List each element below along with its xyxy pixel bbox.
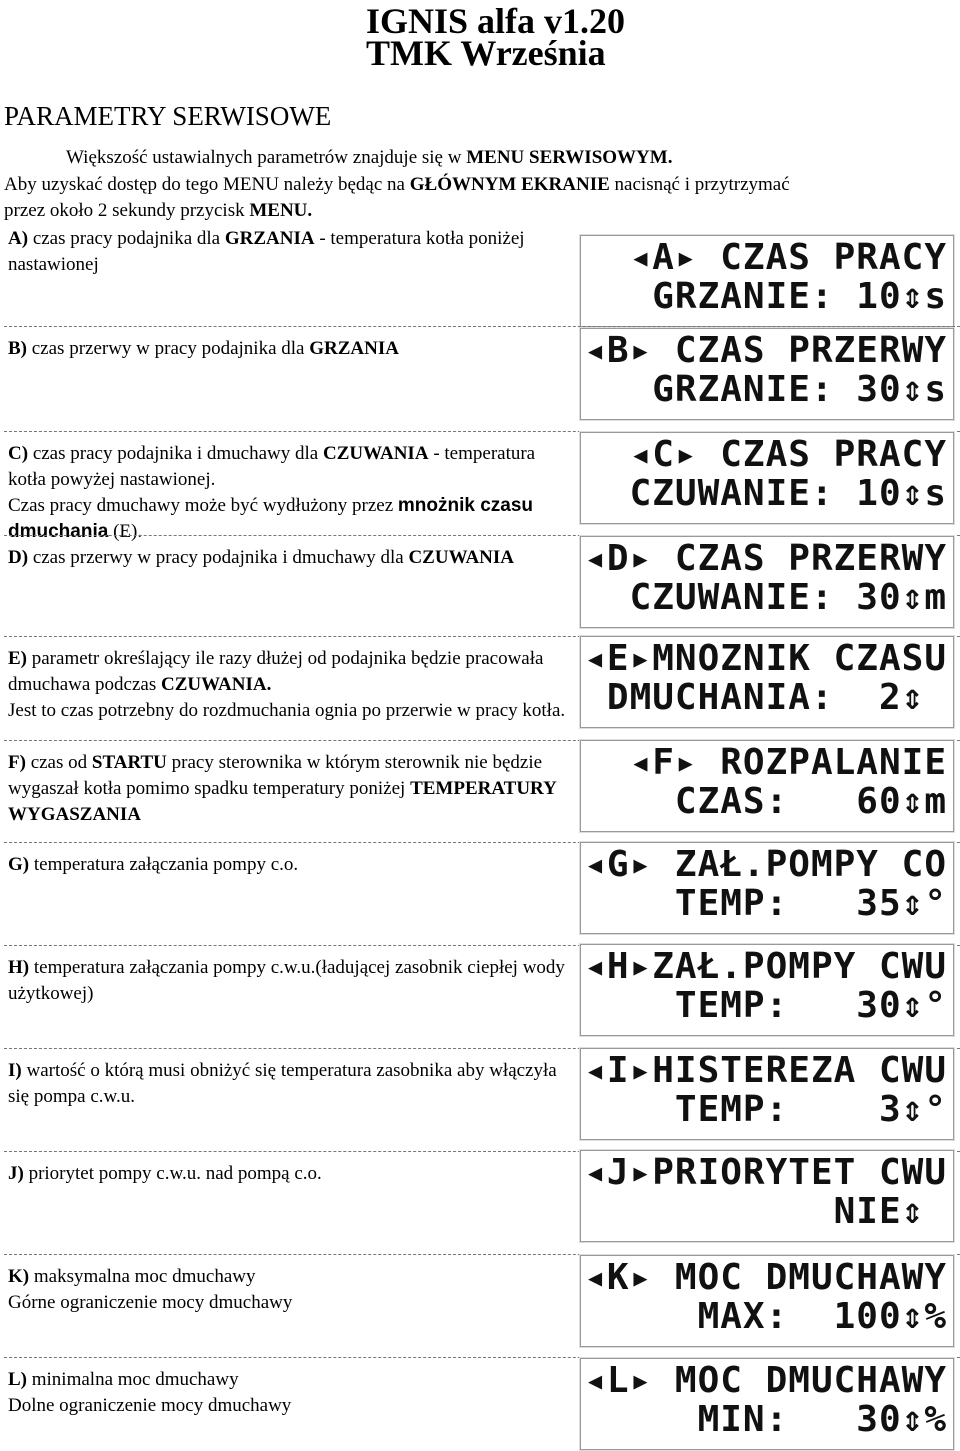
description-text: maksymalna moc dmuchawy [29, 1266, 256, 1287]
lcd-line-2: GRZANIE: 30⇕s [652, 369, 947, 410]
intro-line-2 [4, 173, 790, 197]
description-text: priorytet pompy c.w.u. nad pompą c.o. [23, 1163, 322, 1184]
intro-emphasis: MENU SERWISOWYM. [466, 147, 673, 168]
lcd-line-1: ◂B▸ CZAS PRZERWY [584, 330, 947, 371]
description-text: czas od [25, 752, 92, 773]
lcd-display-h [580, 944, 954, 1036]
lcd-line-1: ◂H▸ZAŁ.POMPY CWU [584, 946, 947, 987]
description-text: A) [8, 228, 29, 249]
description-text: D) [8, 547, 29, 568]
lcd-line-1: ◂D▸ CZAS PRZERWY [584, 538, 947, 579]
description-text: C) [8, 443, 29, 464]
description-text: I) [8, 1060, 22, 1081]
description-text: CZUWANIA [322, 443, 429, 464]
lcd-line-1: ◂K▸ MOC DMUCHAWY [584, 1257, 947, 1298]
lcd-display-l [580, 1358, 954, 1450]
description-text: J) [8, 1163, 24, 1184]
parameter-description [8, 1161, 568, 1187]
row-divider [4, 326, 960, 327]
description-text: GRZANIA [224, 228, 315, 249]
lcd-display-d [580, 536, 954, 628]
lcd-display-i [580, 1048, 954, 1140]
lcd-line-2: TEMP: 3⇕° [674, 1089, 947, 1130]
section-heading: PARAMETRY SERWISOWE [4, 101, 332, 131]
description-text: pracy sterownika w którym sterownik nie będzie wygaszał kotła pomimo spadku temperatury poniżej [8, 752, 543, 799]
parameter-description [8, 852, 568, 878]
document-subtitle: TMK Września [366, 33, 606, 73]
intro-line-3 [4, 199, 312, 223]
description-text: czas pracy podajnika i dmuchawy dla [28, 443, 323, 464]
description-text: B) [8, 338, 27, 359]
description-text: minimalna moc dmuchawy [27, 1369, 239, 1390]
lcd-line-1: ◂L▸ MOC DMUCHAWY [584, 1360, 947, 1401]
description-text: Czas pracy dmuchawy może być wydłużony przez [8, 495, 398, 516]
intro-line-1 [66, 146, 672, 170]
document-title: IGNIS alfa v1.20 [366, 1, 626, 41]
description-text: czas przerwy w pracy podajnika dla [27, 338, 310, 359]
lcd-line-2: TEMP: 35⇕° [674, 883, 947, 924]
description-text: - temperatura kotła powyżej nastawionej. [8, 443, 536, 490]
description-text: CZUWANIA [408, 547, 515, 568]
parameter-description [8, 441, 568, 545]
parameter-description [8, 1367, 568, 1419]
lcd-line-2: MIN: 30⇕% [697, 1399, 947, 1440]
lcd-line-2: DMUCHANIA: 2⇕ [606, 677, 947, 718]
parameter-description [8, 1058, 568, 1110]
lcd-line-2: GRZANIE: 10⇕s [652, 276, 947, 317]
description-text: L) [8, 1369, 27, 1390]
lcd-line-1: ◂F▸ ROZPALANIE [629, 742, 947, 783]
lcd-line-2: MAX: 100⇕% [697, 1296, 947, 1337]
description-text: Jest to czas potrzebny do rozdmuchania ognia po przerwie w pracy kotła. [8, 700, 566, 721]
description-text: F) [8, 752, 26, 773]
lcd-line-1: ◂I▸HISTEREZA CWU [584, 1050, 947, 1091]
lcd-display-g [580, 842, 954, 934]
parameter-description [8, 545, 568, 571]
description-text: temperatura załączania pompy c.w.u.(ładującej zasobnik ciepłej wody użytkowej) [8, 957, 565, 1004]
lcd-line-1: ◂E▸MNOZNIK CZASU [584, 638, 947, 679]
lcd-line-1: ◂C▸ CZAS PRACY [629, 434, 947, 475]
description-text: - temperatura kotła poniżej nastawionej [8, 228, 525, 275]
description-text: (E). [108, 521, 143, 542]
lcd-display-j [580, 1150, 954, 1242]
lcd-line-1: ◂G▸ ZAŁ.POMPY CO [584, 844, 947, 885]
lcd-display-c [580, 432, 954, 524]
description-text: E) [8, 648, 27, 669]
description-text: Górne ograniczenie mocy dmuchawy [8, 1292, 293, 1313]
description-text: K) [8, 1266, 30, 1287]
description-text: CZUWANIA. [161, 674, 272, 695]
parameter-description [8, 750, 568, 828]
intro-text: Aby uzyskać dostęp do tego MENU należy będąc na [4, 174, 410, 195]
description-text: czas pracy podajnika dla [28, 228, 225, 249]
description-text: temperatura załączania pompy c.o. [29, 854, 299, 875]
description-text: Dolne ograniczenie mocy dmuchawy [8, 1395, 292, 1416]
parameter-description [8, 646, 568, 724]
lcd-display-e [580, 636, 954, 728]
description-text: G) [8, 854, 30, 875]
parameter-description [8, 1264, 568, 1316]
lcd-line-1: ◂J▸PRIORYTET CWU [584, 1152, 947, 1193]
lcd-line-2: NIE⇕ [833, 1191, 947, 1232]
description-text: H) [8, 957, 30, 978]
intro-emphasis: MENU. [249, 200, 313, 221]
intro-text: Większość ustawialnych parametrów znajduje się w [66, 147, 467, 168]
lcd-line-2: CZAS: 60⇕m [674, 781, 947, 822]
description-text: parametr określający ile razy dłużej od podajnika będzie pracowała dmuchawa podczas [8, 648, 544, 695]
description-text: mnożnik czasu dmuchania [8, 495, 534, 542]
lcd-line-2: CZUWANIE: 30⇕m [629, 577, 947, 618]
parameter-description [8, 336, 568, 362]
description-text: TEMPERATURY WYGASZANIA [8, 778, 557, 825]
lcd-display-a [580, 235, 954, 327]
parameter-description [8, 955, 568, 1007]
lcd-line-2: CZUWANIE: 10⇕s [629, 473, 947, 514]
lcd-display-k [580, 1255, 954, 1347]
lcd-display-b [580, 328, 954, 420]
description-text: czas przerwy w pracy podajnika i dmuchawy dla [28, 547, 409, 568]
description-text: STARTU [91, 752, 167, 773]
lcd-display-f [580, 740, 954, 832]
intro-emphasis: GŁÓWNYM EKRANIE [409, 174, 610, 195]
lcd-line-1: ◂A▸ CZAS PRACY [629, 237, 947, 278]
intro-text: nacisnąć i przytrzymać [609, 174, 790, 195]
lcd-line-2: TEMP: 30⇕° [674, 985, 947, 1026]
parameter-description [8, 226, 568, 278]
intro-text: przez około 2 sekundy przycisk [4, 200, 250, 221]
description-text: GRZANIA [309, 338, 399, 359]
description-text: wartość o którą musi obniżyć się temperatura zasobnika aby włączyła się pompa c.w.u. [8, 1060, 557, 1107]
